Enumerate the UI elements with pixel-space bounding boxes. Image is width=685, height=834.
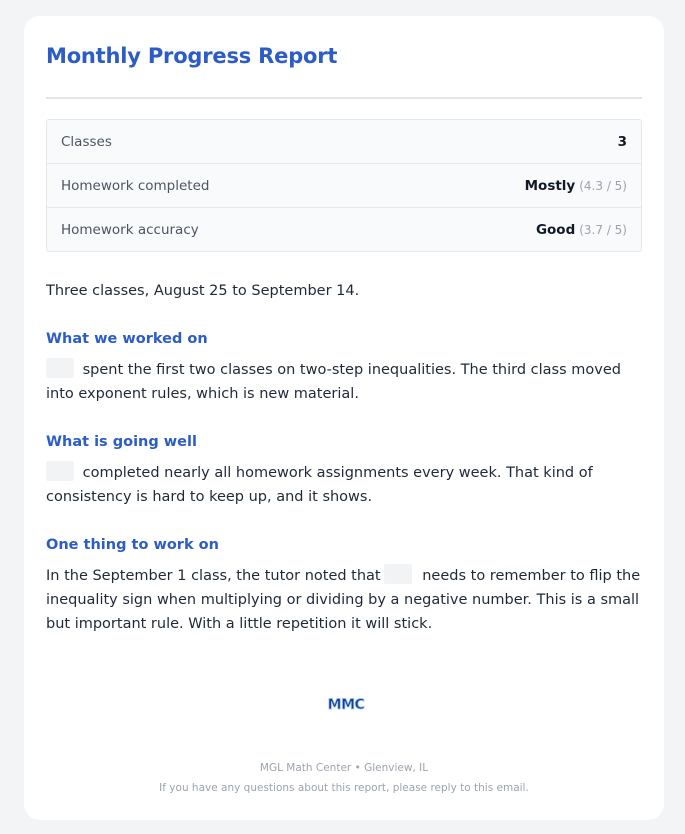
- stat-row-homework-completed: [47, 164, 641, 208]
- footer-address: MGL Math Center • Glenview, IL: [259, 762, 429, 774]
- redacted-name: [46, 358, 74, 378]
- stat-row-homework-accuracy: [47, 208, 641, 251]
- section-heading: What is going well: [46, 434, 197, 450]
- section-text-after: completed nearly all homework assignments every week. That kind of consistency is hard to keep up, and it shows.: [46, 465, 593, 505]
- redacted-name: [46, 461, 74, 481]
- report-card: [24, 16, 664, 820]
- stat-detail: (4.3 / 5): [579, 178, 627, 193]
- section-worked-on: [46, 327, 642, 406]
- section-text-before: In the September 1 class, the tutor noted that: [46, 568, 381, 584]
- report-body: [46, 279, 642, 660]
- title-divider: [46, 97, 642, 99]
- stat-label: Homework completed: [61, 177, 210, 194]
- section-heading: What we worked on: [46, 331, 208, 347]
- mmc-logo-icon: [322, 696, 370, 712]
- section-text: [46, 358, 642, 406]
- redacted-name: [384, 564, 412, 584]
- stats-table: [46, 119, 642, 252]
- stat-value: 3: [617, 133, 627, 150]
- section-text: [46, 564, 642, 636]
- section-heading: One thing to work on: [46, 537, 219, 553]
- stat-label: Classes: [61, 133, 112, 150]
- intro-text: Three classes, August 25 to September 14.: [46, 283, 360, 299]
- stat-label: Homework accuracy: [61, 221, 199, 238]
- section-going-well: [46, 430, 642, 509]
- stat-value-group: [525, 178, 627, 194]
- stat-value: Mostly: [524, 177, 576, 194]
- footer-note: If you have any questions about this report, please reply to this email.: [159, 782, 529, 794]
- stat-value-group: [618, 134, 627, 150]
- section-work-on: [46, 533, 642, 636]
- footer: [24, 758, 664, 798]
- section-text-after: spent the first two classes on two-step inequalities. The third class moved into exponent rules, which is new material.: [46, 362, 621, 402]
- section-text: [46, 461, 642, 509]
- stat-row-classes: [47, 120, 641, 164]
- section-text-after: needs to remember to flip the inequality sign when multiplying or dividing by a negative number. This is a small but important rule. With a little repetition it will stick.: [46, 568, 641, 632]
- stat-value: Good: [535, 221, 576, 238]
- report-title: Monthly Progress Report: [46, 44, 338, 68]
- stat-value-group: [536, 222, 627, 238]
- logo-text: MMC: [327, 697, 365, 712]
- stat-detail: (3.7 / 5): [579, 222, 627, 237]
